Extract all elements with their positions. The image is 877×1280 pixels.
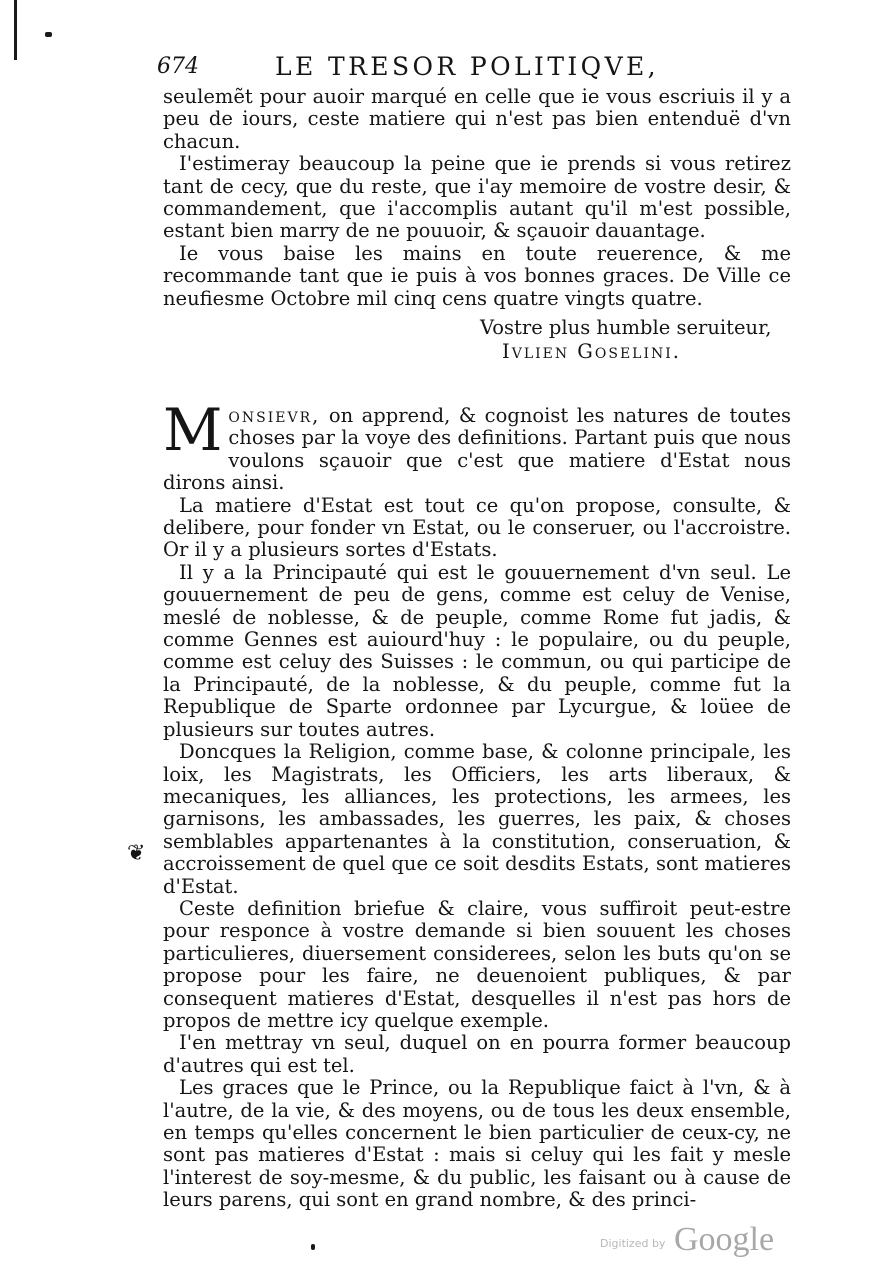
running-title: LE TRESOR POLITIQVE, bbox=[275, 52, 660, 81]
page-header bbox=[157, 52, 797, 82]
treatise-paragraph: La matiere d'Estat est tout ce qu'on propose, consulte, & delibere, pour fonder vn Estat, ou le conseruer, ou l'accroistre. Or il y a plusieurs sortes d'Estats. bbox=[163, 493, 791, 562]
watermark-label: Digitized by bbox=[600, 1237, 666, 1250]
letter-body bbox=[163, 86, 791, 310]
treatise-paragraph: Les graces que le Prince, ou la Republique faict à l'vn, & à l'autre, de la vie, & des moyens, ou de tous les deux ensemble, en temps qu'elles concernent le bien particulier de ceux-cy, ne sont pas matieres d'Estat : mais si celuy qui les fait y mesle l'interest de soy-mesme, & du public, les faisant ou à cause de leurs parens, qui sont en grand nombre, & des princi- bbox=[163, 1076, 791, 1212]
page-edge-mark bbox=[14, 0, 17, 60]
letter-closing: Vostre plus humble seruiteur, bbox=[480, 316, 772, 339]
treatise-paragraph: Ceste definition briefue & claire, vous suffiroit peut-estre pour responce à vostre demande si bien souuent les choses particulieres, diuersement considerees, selon les buts qu'on se propose pour les faire, ne deuenoient publiques, & par consequent matieres d'Estat, desquelles il n'est pas hors de propos de mettre icy quelque exemple. bbox=[163, 896, 791, 1032]
treatise-paragraph: Il y a la Principauté qui est le gouuernement d'vn seul. Le gouuernement de peu de gens, comme est celuy de Venise, meslé de noblesse, & de peuple, comme Rome fut jadis, & comme Gennes est auiourd'huy : le populaire, ou du peuple, comme est celuy des Suisses : le commun, ou qui participe de la Principauté, de la noblesse, & du peuple, comme fut la Republique de Sparte ordonnee par Lycurgue, & loüee de plusieurs sur toutes autres. bbox=[163, 560, 791, 741]
letter-paragraph: seulemẽt pour auoir marqué en celle que ie vous escriuis il y a peu de iours, ceste matiere qui n'est pas bien entenduë d'vn chacun. bbox=[163, 85, 791, 153]
treatise-paragraph-text: on apprend, & cognoist les natures de toutes choses par la voye des definitions. Partant puis que nous voulons sçauoir que c'est que matiere d'Estat nous dirons ainsi. bbox=[163, 404, 791, 495]
treatise-body bbox=[163, 396, 791, 1212]
treatise-paragraph bbox=[163, 396, 791, 495]
first-word: onsievr, bbox=[228, 404, 321, 427]
treatise-paragraph: I'en mettray vn seul, duquel on en pourra former beaucoup d'autres qui est tel. bbox=[163, 1031, 791, 1077]
page-number: 674 bbox=[157, 54, 199, 79]
ink-spot bbox=[45, 32, 52, 37]
drop-cap: M bbox=[163, 396, 223, 464]
margin-ornament-icon: ❦ bbox=[127, 841, 146, 866]
letter-signature-block bbox=[480, 316, 800, 364]
ink-spot bbox=[311, 1244, 315, 1250]
letter-paragraph: I'estimeray beaucoup la peine que ie prends si vous retirez tant de cecy, que du reste, que i'ay memoire de vostre desir, & commandement, que i'accomplis autant qu'il m'est possible, estant bien marry de ne pouuoir, & sçauoir dauantage. bbox=[163, 152, 791, 243]
google-logo: Google bbox=[674, 1221, 775, 1258]
letter-paragraph: Ie vous baise les mains en toute reuerence, & me recommande tant que ie puis à vos bonnes graces. De Ville ce neufiesme Octobre mil cinq cens quatre vingts quatre. bbox=[163, 241, 791, 310]
signature-name: Ivlien Goselini. bbox=[502, 340, 681, 363]
treatise-paragraph: Doncques la Religion, comme base, & colonne principale, les loix, les Magistrats, les Officiers, les arts liberaux, & mecaniques, les alliances, les protections, les armees, les garnisons, les ambassades, les guerres, les paix, & choses semblables appartenantes à la constitution, conseruation, & accroissement de quel que ce soit desdits Estats, sont matieres d'Estat. bbox=[163, 740, 791, 898]
digitized-watermark bbox=[600, 1222, 800, 1262]
